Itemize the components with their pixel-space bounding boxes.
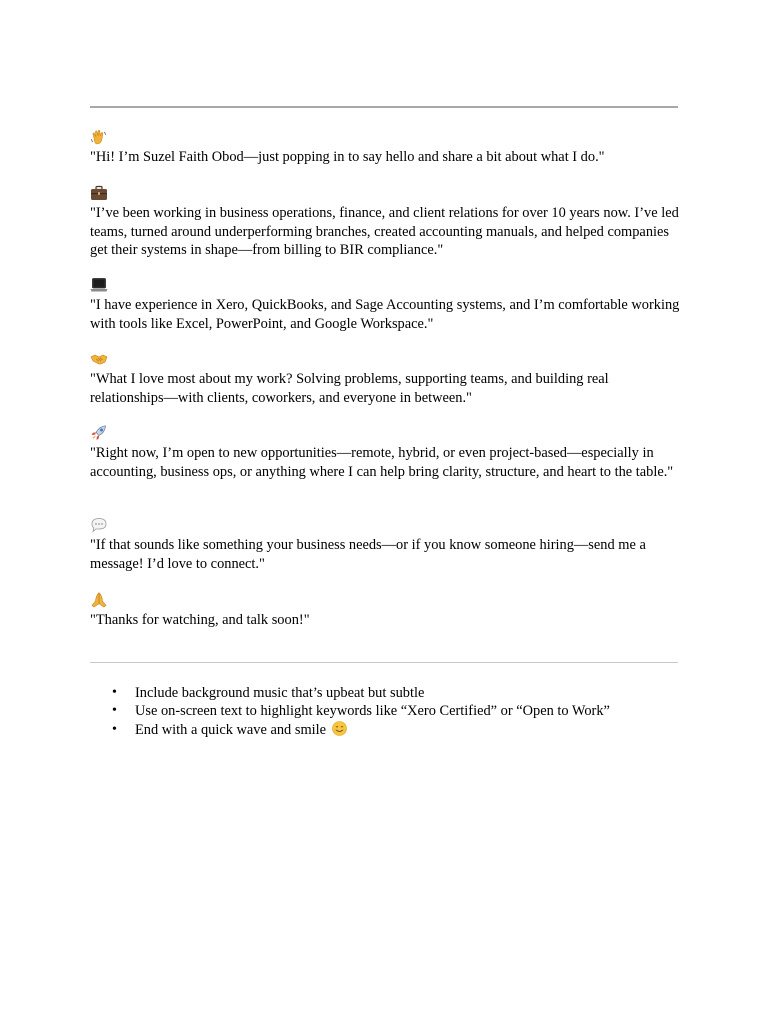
paragraph-text: "Thanks for watching, and talk soon!" bbox=[90, 612, 310, 628]
list-item bbox=[112, 684, 692, 702]
paragraph-call-to-action bbox=[90, 517, 680, 573]
paragraph-text: "If that sounds like something your business needs—or if you know someone hiring—send me a message! I’d love to connect." bbox=[90, 537, 646, 572]
paragraph-intro bbox=[90, 129, 680, 167]
bottom-divider bbox=[90, 662, 678, 663]
paragraph-closing bbox=[90, 592, 680, 630]
top-divider bbox=[90, 106, 678, 108]
tips-list bbox=[112, 684, 692, 739]
paragraph-tools bbox=[90, 277, 680, 333]
paragraph-opportunities bbox=[90, 425, 680, 481]
list-item-text: End with a quick wave and smile bbox=[135, 721, 327, 738]
paragraph-experience bbox=[90, 185, 680, 260]
smiling-face-icon bbox=[332, 721, 347, 736]
list-item bbox=[112, 721, 692, 739]
list-item-text: Use on-screen text to highlight keywords like “Xero Certified” or “Open to Work” bbox=[135, 703, 610, 720]
briefcase-icon bbox=[90, 185, 108, 201]
paragraph-text: "Right now, I’m open to new opportunities—remote, hybrid, or even project-based—especially in accounting, business ops, or anything where I can help bring clarity, structure, and heart to the table." bbox=[90, 445, 674, 480]
waving-hand-icon bbox=[90, 129, 108, 145]
paragraph-text: "What I love most about my work? Solving problems, supporting teams, and building real relationships—with clients, coworkers, and everyone in between." bbox=[90, 371, 609, 406]
paragraph-passion bbox=[90, 351, 680, 407]
rocket-icon bbox=[90, 425, 108, 441]
paragraph-text: "Hi! I’m Suzel Faith Obod—just popping in to say hello and share a bit about what I do." bbox=[90, 149, 605, 165]
list-item-text: Include background music that’s upbeat but subtle bbox=[135, 685, 425, 701]
laptop-icon bbox=[90, 277, 108, 293]
folded-hands-icon bbox=[90, 592, 108, 608]
paragraph-text: "I have experience in Xero, QuickBooks, and Sage Accounting systems, and I’m comfortable working with tools like Excel, PowerPoint, and Google Workspace." bbox=[90, 297, 680, 332]
list-item bbox=[112, 702, 692, 720]
handshake-icon bbox=[90, 351, 108, 367]
paragraph-text: "I’ve been working in business operations, finance, and client relations for over 10 years now. I’ve led teams, turned around underperforming branches, created accounting manuals, and helped companies get their systems in shape—from billing to BIR compliance." bbox=[90, 205, 679, 258]
speech-bubble-icon bbox=[90, 517, 108, 533]
